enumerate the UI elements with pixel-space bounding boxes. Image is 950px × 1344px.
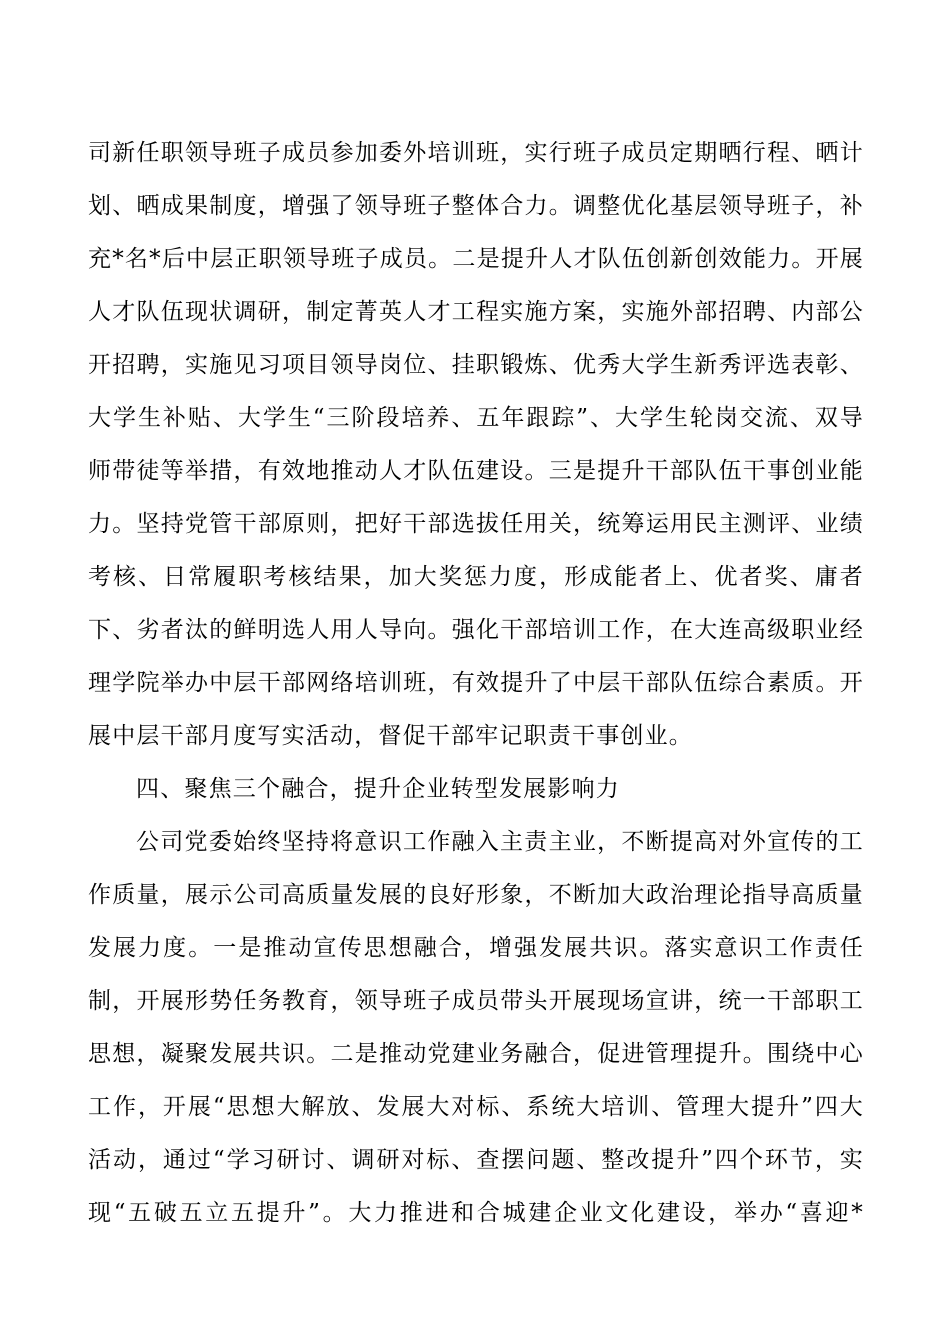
paragraph-1-line-9: 考核、日常履职考核结果，加大奖惩力度，形成能者上、优者奖、庸者 [88, 564, 864, 590]
section-heading: 四、聚焦三个融合，提升企业转型发展影响力 [136, 776, 620, 802]
paragraph-1-line-8: 力。坚持党管干部原则，把好干部选拔任用关，统筹运用民主测评、业绩 [88, 511, 864, 537]
paragraph-1-line-3: 充*名*后中层正职领导班子成员。二是提升人才队伍创新创效能力。开展 [88, 246, 864, 272]
paragraph-1-line-11: 理学院举办中层干部网络培训班，有效提升了中层干部队伍综合素质。开 [88, 670, 864, 696]
paragraph-1-line-7: 师带徒等举措，有效地推动人才队伍建设。三是提升干部队伍干事创业能 [88, 458, 864, 484]
paragraph-2-line-3: 发展力度。一是推动宣传思想融合，增强发展共识。落实意识工作责任 [88, 935, 864, 961]
paragraph-1-line-6: 大学生补贴、大学生“三阶段培养、五年跟踪”、大学生轮岗交流、双导 [88, 405, 864, 431]
paragraph-2-line-2: 作质量，展示公司高质量发展的良好形象，不断加大政治理论指导高质量 [88, 882, 864, 908]
paragraph-2-line-6: 工作，开展“思想大解放、发展大对标、系统大培训、管理大提升”四大 [88, 1094, 864, 1120]
paragraph-1-line-10: 下、劣者汰的鲜明选人用人导向。强化干部培训工作，在大连高级职业经 [88, 617, 864, 643]
paragraph-2-line-5: 思想，凝聚发展共识。二是推动党建业务融合，促进管理提升。围绕中心 [88, 1041, 864, 1067]
paragraph-1-line-1: 司新任职领导班子成员参加委外培训班，实行班子成员定期晒行程、晒计 [88, 140, 864, 166]
paragraph-2-line-7: 活动，通过“学习研讨、调研对标、查摆问题、整改提升”四个环节，实 [88, 1147, 864, 1173]
paragraph-2-line-8: 现“五破五立五提升”。大力推进和合城建企业文化建设，举办“喜迎* [88, 1200, 864, 1226]
paragraph-1-line-2: 划、晒成果制度，增强了领导班子整体合力。调整优化基层领导班子，补 [88, 193, 864, 219]
document-body [88, 138, 864, 1226]
paragraph-2-line-1: 公司党委始终坚持将意识工作融入主责主业，不断提高对外宣传的工 [136, 829, 864, 855]
paragraph-1-line-12: 展中层干部月度写实活动，督促干部牢记职责干事创业。 [88, 723, 693, 749]
paragraph-2-line-4: 制，开展形势任务教育，领导班子成员带头开展现场宣讲，统一干部职工 [88, 988, 864, 1014]
paragraph-1-line-4: 人才队伍现状调研，制定菁英人才工程实施方案，实施外部招聘、内部公 [88, 299, 864, 325]
paragraph-1-line-5: 开招聘，实施见习项目领导岗位、挂职锻炼、优秀大学生新秀评选表彰、 [88, 352, 864, 378]
